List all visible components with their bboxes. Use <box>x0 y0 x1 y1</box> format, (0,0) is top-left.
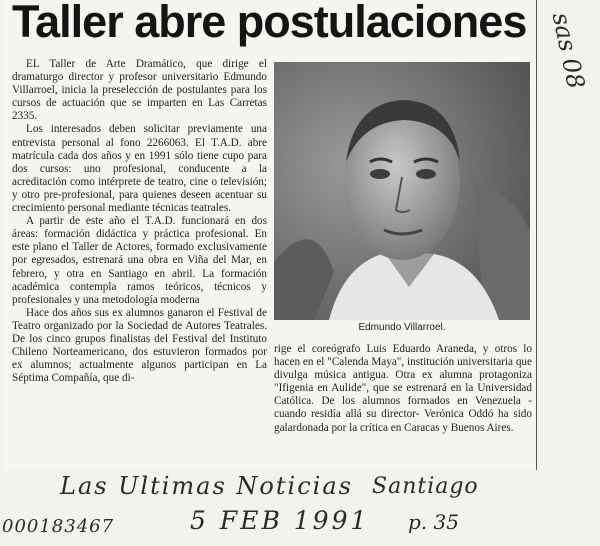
photo-caption: Edmundo Villarroel. <box>358 322 446 333</box>
article-column-left <box>12 58 267 385</box>
portrait-photo <box>274 62 530 320</box>
handwritten-source: Las Ultimas Noticias <box>60 472 353 500</box>
article-paragraph-5: rige el coreógrafo Luis Eduardo Araneda, y otros lo hacen en el "Calenda Maya", institución universitaria que divulga música antigua. Otra ex alumna protagoniza "Ifigenia en Aulide", que se estrenará en la Universidad Católica. De los alumnos formados en Venezuela -cuando residía allá su director- Verónica Oddó ha sido galardonada por la crítica en Caracas y Buenos Aires. <box>274 343 532 434</box>
article-column-right <box>274 343 532 435</box>
article-paragraph-2: Los interesados deben solicitar previamente una entrevista personal al fono 2266063. El T.A.D. abre matrícula cada dos años y en 1991 sólo tiene cupo para dos cursos: uno profesional, conducente a la acreditación como intérprete de teatro, cine o televisión; y otro pre-profesional, para quienes deseen acentuar su crecimiento personal mediante técnicas teatrales. <box>12 123 267 215</box>
handwritten-date: 5 FEB 1991 <box>190 506 370 535</box>
newspaper-clipping <box>4 0 537 470</box>
handwritten-code: 000183467 <box>2 516 115 537</box>
headline: Taller abre postulaciones <box>12 0 527 47</box>
handwritten-margin-note: sas 08 <box>546 10 591 92</box>
handwritten-page: p. 35 <box>408 510 459 534</box>
article-paragraph-1: EL Taller de Arte Dramático, que dirige el dramaturgo director y profesor universitario Edmundo Villarroel, inicia la preselección de postulantes para los cursos de actuación que se imparten en Las Carretas 2335. <box>12 58 267 123</box>
article-paragraph-3: A partir de este año el T.A.D. funcionará en dos áreas: formación didáctica y práctica profesional. En este plano el Taller de Actores, formado exclusivamente por egresados, estrenará una obra en Viña del Mar, en febrero, y otra en Santiago en abril. La formación académica contempla ramos teóricos, técnicos y profesionales y una metodología moderna <box>12 215 267 306</box>
article-paragraph-4: Hace dos años sus ex alumnos ganaron el Festival de Teatro organizado por la Sociedad de Autores Teatrales. De los cinco grupos finalistas del Festival del Instituto Chileno Norteamericano, dos estuvieron formados por ex alumnos; actualmente algunos participan en La Séptima Compañía, que di- <box>12 306 267 385</box>
handwritten-city: Santiago <box>372 474 479 499</box>
portrait-illustration <box>274 62 530 320</box>
